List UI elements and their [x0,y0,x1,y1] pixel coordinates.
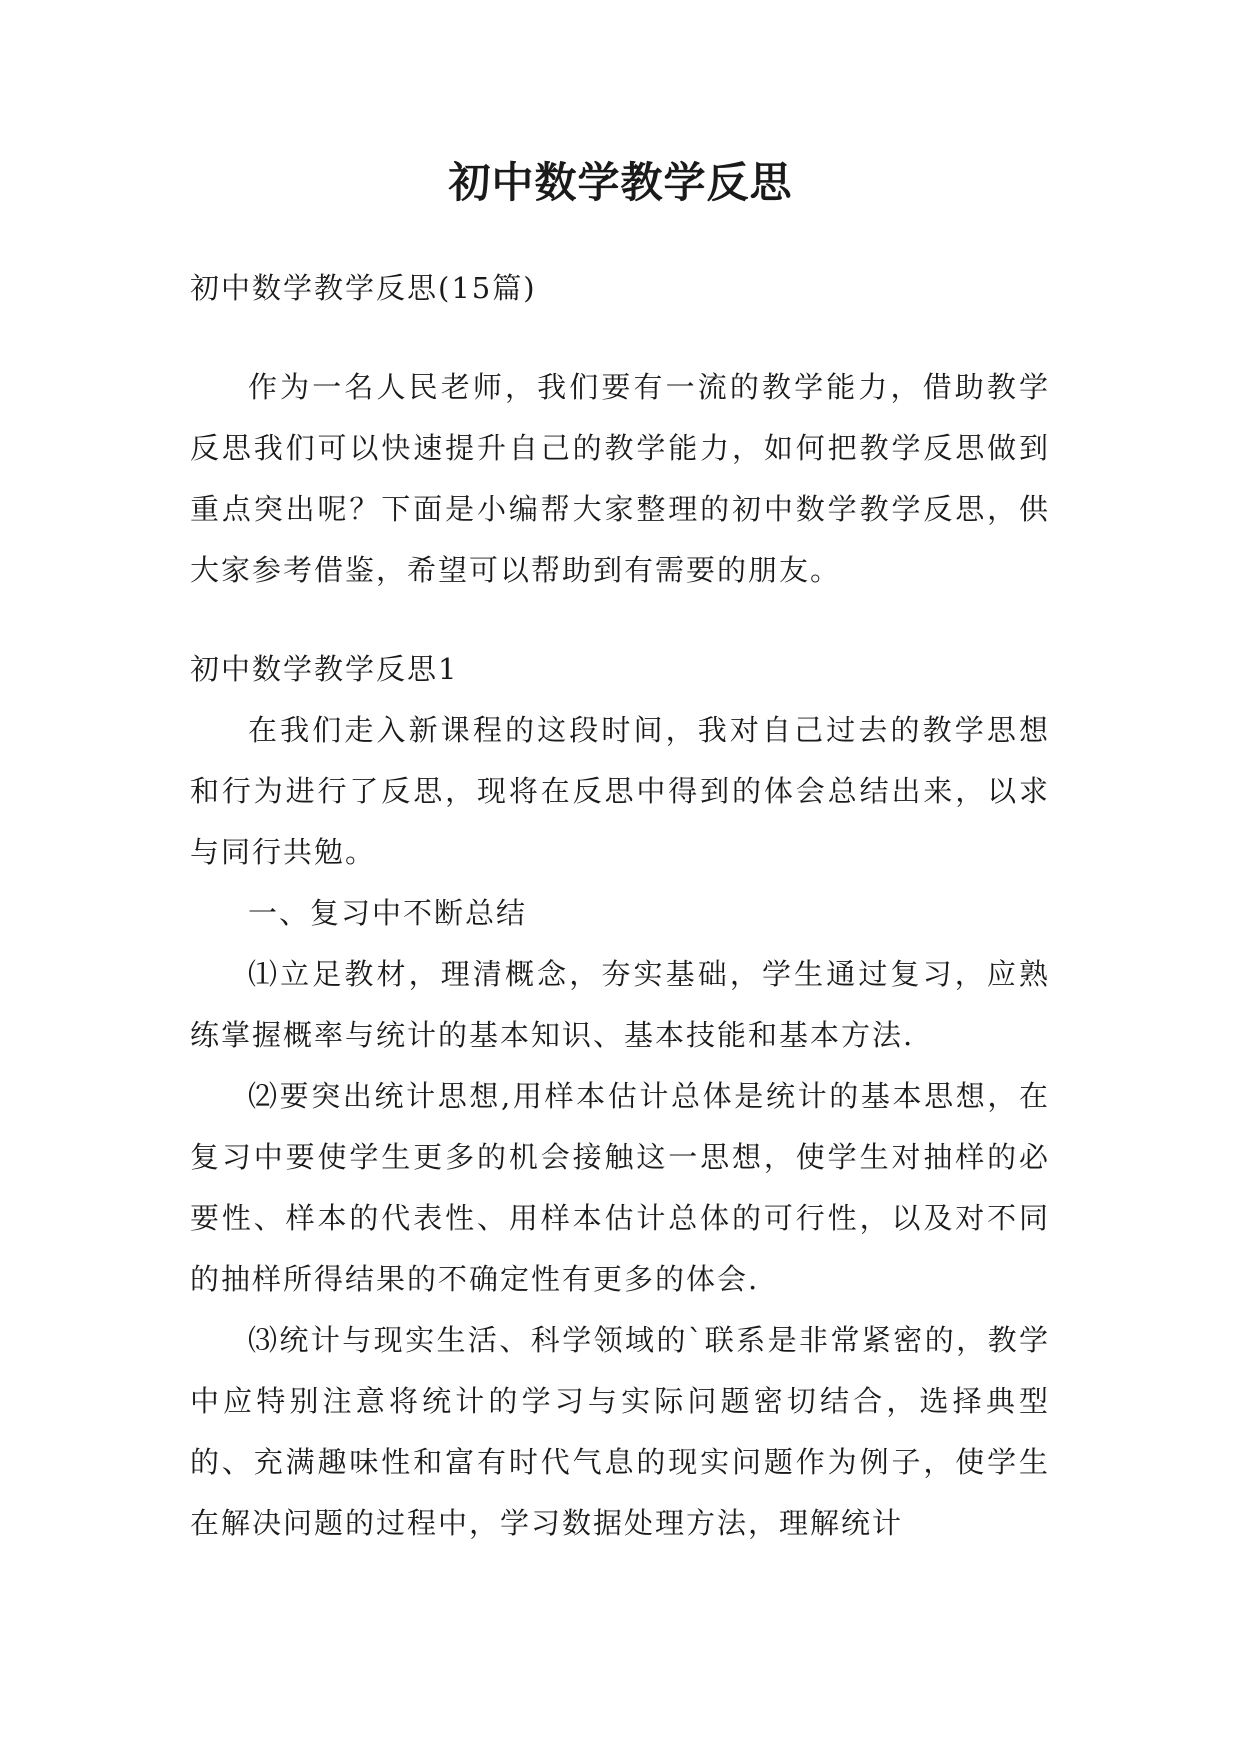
document-subtitle: 初中数学教学反思(15篇) [190,271,537,305]
list-item: ⑴立足教材，理清概念，夯实基础，学生通过复习，应熟练掌握概率与统计的基本知识、基本技能和基本方法. [190,957,1050,1052]
document-title: 初中数学教学反思 [448,158,793,207]
document-body [190,258,1050,1554]
list-item: ⑵要突出统计思想,用样本估计总体是统计的基本思想，在复习中要使学生更多的机会接触这一思想，使学生对抽样的必要性、样本的代表性、用样本估计总体的可行性，以及对不同的抽样所得结果的不确定性有更多的体会. [190,1079,1050,1296]
intro-paragraph: 作为一名人民老师，我们要有一流的教学能力，借助教学反思我们可以快速提升自己的教学能力，如何把教学反思做到重点突出呢？下面是小编帮大家整理的初中数学教学反思，供大家参考借鉴，希望可以帮助到有需要的朋友。 [190,370,1050,587]
list-item: ⑶统计与现实生活、科学领域的`联系是非常紧密的，教学中应特别注意将统计的学习与实际问题密切结合，选择典型的、充满趣味性和富有时代气息的现实问题作为例子，使学生在解决问题的过程中，学习数据处理方法，理解统计 [190,1323,1050,1540]
section-heading: 初中数学教学反思1 [190,652,459,686]
subsection-heading: 一、复习中不断总结 [248,896,528,930]
section-paragraph: 在我们走入新课程的这段时间，我对自己过去的教学思想和行为进行了反思，现将在反思中得到的体会总结出来，以求与同行共勉。 [190,713,1050,869]
